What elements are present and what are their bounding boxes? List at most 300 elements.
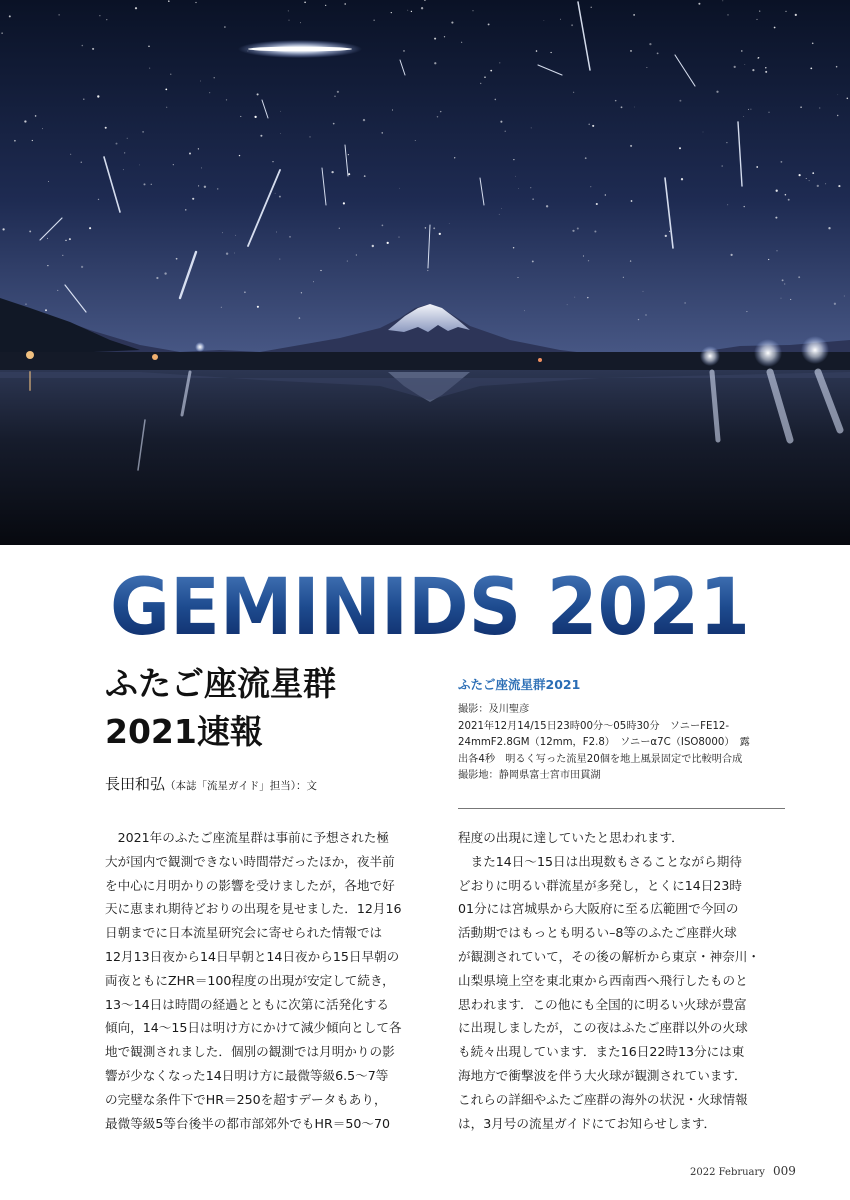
star — [756, 19, 757, 20]
star — [782, 279, 784, 281]
star — [630, 50, 632, 52]
star — [571, 24, 573, 26]
star — [348, 173, 350, 175]
body-column-right — [458, 826, 783, 1135]
star — [513, 247, 514, 248]
star — [592, 125, 594, 127]
star — [343, 202, 345, 204]
star — [427, 270, 428, 271]
star — [374, 20, 375, 21]
star — [828, 227, 830, 229]
star — [768, 112, 769, 113]
star — [382, 132, 383, 133]
star — [444, 36, 445, 37]
star — [768, 259, 769, 260]
star — [484, 76, 486, 78]
star — [630, 260, 631, 261]
body-line: これらの詳細やふたご座群の海外の状況・火球情報 — [458, 1091, 748, 1107]
star — [415, 140, 416, 141]
author-note: （本誌「流星ガイド」担当） — [165, 780, 296, 792]
issue-date: 2022 February — [690, 1167, 765, 1178]
star — [363, 119, 365, 121]
star — [364, 175, 366, 177]
meteor-shower-photo — [0, 0, 850, 545]
body-line: を中心に月明かりの影響を受けましたが，各地で好 — [105, 877, 395, 893]
star — [135, 7, 137, 9]
star — [560, 19, 561, 20]
star — [98, 199, 99, 200]
body-line: 01分には宮城県から大阪府に至る広範囲で今回の — [458, 901, 739, 917]
star — [536, 50, 538, 52]
star — [337, 91, 339, 93]
star — [35, 115, 37, 117]
caption-line: 24mmF2.8GM（12mm，F2.8） ソニーα7C（ISO8000） 露 — [458, 737, 750, 748]
star — [275, 193, 276, 194]
star — [838, 185, 840, 187]
body-line: に出現しましたが，この夜はふたご座群以外の火球 — [458, 1020, 748, 1036]
star — [151, 184, 152, 185]
star — [756, 166, 758, 168]
star — [795, 14, 797, 16]
star — [279, 259, 280, 260]
star — [344, 3, 346, 5]
star — [48, 181, 49, 182]
star — [716, 91, 718, 93]
star — [684, 302, 685, 303]
star — [1, 32, 2, 33]
star — [605, 194, 606, 195]
star — [299, 317, 301, 319]
star — [382, 225, 384, 227]
star — [817, 185, 819, 187]
star — [9, 15, 11, 17]
caption-title: ふたご座流星群2021 — [458, 677, 581, 692]
caption-line: 撮影地：静岡県富士宮市田貫湖 — [458, 770, 601, 781]
star — [325, 5, 326, 6]
star — [214, 77, 215, 78]
star — [372, 245, 374, 247]
body-line: 13〜14日は時間の経過とともに次第に活発化する — [105, 996, 389, 1012]
star — [392, 110, 393, 111]
star — [313, 281, 314, 282]
star — [574, 297, 575, 298]
star — [703, 132, 704, 133]
star — [490, 70, 492, 72]
star — [65, 240, 66, 241]
star — [300, 22, 301, 23]
star — [546, 205, 548, 207]
subtitle-line-2: 2021速報 — [105, 712, 263, 751]
star — [226, 253, 228, 255]
body-line: 山梨県境上空を東北東から西南西へ飛行したものと — [458, 972, 748, 988]
star — [765, 67, 766, 68]
star — [800, 106, 802, 108]
author-byline — [105, 773, 435, 794]
body-line: は，3月号の流星ガイドにてお知らせします． — [458, 1115, 717, 1131]
star — [488, 23, 490, 25]
star — [439, 233, 441, 235]
star — [59, 14, 60, 15]
star — [812, 42, 814, 44]
star — [280, 111, 281, 112]
star — [164, 272, 166, 274]
star — [722, 0, 723, 1]
star — [97, 95, 99, 97]
star — [81, 162, 82, 163]
star — [304, 1, 306, 3]
star — [235, 235, 236, 236]
star — [42, 128, 43, 129]
star — [440, 111, 441, 112]
star — [407, 10, 408, 11]
star — [785, 11, 786, 12]
star — [499, 62, 500, 63]
star — [727, 14, 728, 15]
star — [645, 314, 646, 315]
star — [596, 203, 598, 205]
star — [391, 12, 392, 13]
star — [217, 188, 219, 190]
star — [750, 109, 751, 110]
star — [806, 178, 807, 179]
star — [633, 14, 635, 16]
star — [139, 165, 140, 166]
star — [32, 140, 33, 141]
star — [532, 260, 534, 262]
star — [333, 123, 335, 125]
star — [721, 165, 723, 167]
star — [776, 190, 778, 192]
star — [309, 136, 310, 137]
star — [165, 89, 167, 91]
star — [82, 45, 84, 47]
star — [591, 7, 592, 8]
body-line: どおりに明るい群流星が多発し，とくに14日23時 — [458, 877, 742, 893]
star — [209, 92, 210, 93]
star — [734, 66, 736, 68]
star — [573, 92, 574, 93]
main-title — [105, 560, 755, 640]
star — [200, 81, 201, 82]
star — [844, 296, 845, 297]
star — [339, 228, 340, 229]
star — [69, 238, 71, 240]
star — [825, 183, 826, 184]
star — [170, 74, 171, 75]
star — [577, 227, 579, 229]
star — [774, 27, 776, 29]
author-name: 長田和弘 — [105, 775, 166, 793]
star — [257, 306, 259, 308]
star — [257, 93, 259, 95]
star — [759, 10, 760, 11]
star — [222, 232, 223, 233]
star — [289, 236, 291, 238]
star — [425, 227, 426, 228]
star — [790, 299, 791, 300]
star — [240, 116, 241, 117]
star — [301, 292, 302, 293]
star — [726, 142, 727, 143]
body-line: も続々出現しています．また16日22時13分には東 — [458, 1044, 745, 1060]
star — [638, 319, 639, 320]
star — [244, 291, 246, 293]
body-line: 12月13日夜から14日早朝と14日夜から15日早朝の — [105, 948, 400, 964]
star — [741, 50, 742, 51]
star — [837, 94, 838, 95]
page-footer — [690, 1160, 830, 1179]
star — [567, 305, 568, 306]
star — [57, 290, 58, 291]
star — [634, 107, 635, 108]
star — [198, 148, 199, 149]
star — [421, 7, 423, 9]
star — [334, 95, 336, 97]
star — [731, 254, 733, 256]
star — [254, 116, 256, 118]
star — [434, 38, 436, 40]
body-line: 思われます．この他にも全国的に明るい火球が豊富 — [458, 996, 747, 1012]
star — [657, 52, 659, 54]
star — [127, 138, 128, 139]
star — [665, 235, 667, 237]
star — [621, 106, 623, 108]
star — [812, 172, 814, 174]
star — [83, 99, 84, 100]
star — [834, 303, 836, 305]
body-line: 活動期ではもっとも明るい–8等のふたご座群火球 — [458, 925, 737, 941]
star — [403, 50, 405, 52]
star — [272, 161, 273, 162]
star — [276, 232, 277, 233]
star — [781, 298, 782, 299]
star — [583, 256, 584, 257]
star — [192, 198, 194, 200]
star — [643, 291, 644, 292]
star — [748, 109, 749, 110]
page-number: 009 — [772, 1164, 796, 1178]
star — [25, 304, 26, 305]
star — [143, 183, 145, 185]
body-line: 日朝までに日本流星研究会に寄せられた情報では — [105, 925, 383, 941]
star — [744, 64, 745, 65]
meteor-shower-over-mount-fuji-photo — [0, 0, 850, 545]
star — [847, 98, 849, 100]
body-line: の完璧な条件下でHR＝250を超すデータもあり， — [105, 1091, 387, 1107]
star — [176, 258, 178, 260]
star — [623, 277, 624, 278]
body-column-left — [105, 826, 430, 1135]
star — [234, 253, 235, 254]
star — [776, 250, 777, 251]
star — [434, 62, 436, 64]
subtitle-line-1: ふたご座流星群 — [105, 664, 336, 703]
star — [630, 145, 632, 147]
star — [156, 277, 158, 279]
star — [437, 116, 438, 117]
star — [669, 231, 670, 232]
caption-line: 出各4秒 明るく写った流星20個を地上風景固定で比較明合成 — [458, 753, 743, 765]
star — [784, 283, 785, 284]
star — [288, 10, 289, 11]
star — [221, 307, 222, 308]
star — [480, 83, 481, 84]
star — [226, 99, 227, 100]
star — [472, 10, 473, 11]
star — [744, 206, 745, 207]
star — [499, 214, 500, 215]
star — [588, 260, 589, 261]
star — [531, 127, 532, 128]
article-subtitle — [105, 660, 435, 756]
star — [81, 266, 83, 268]
star — [743, 116, 744, 117]
star — [532, 198, 533, 199]
star — [530, 187, 531, 188]
body-line: 海地方で衝撃波を伴う大火球が観測されています． — [458, 1067, 747, 1083]
star — [698, 3, 700, 5]
star — [89, 227, 91, 229]
star — [775, 217, 777, 219]
star — [280, 133, 281, 134]
star — [679, 147, 681, 149]
star — [105, 127, 107, 129]
star — [799, 174, 801, 176]
star — [505, 131, 506, 132]
body-line: 2021年のふたご座流星群は事前に予想された極 — [105, 830, 389, 845]
star — [347, 261, 348, 262]
star — [544, 20, 545, 21]
star — [518, 188, 519, 189]
star — [500, 121, 502, 123]
star — [189, 152, 191, 154]
star — [2, 228, 4, 230]
caption-divider — [458, 808, 785, 809]
star — [518, 277, 519, 278]
star — [433, 227, 435, 229]
star — [24, 120, 26, 122]
photo-caption — [458, 675, 788, 785]
star — [681, 178, 683, 180]
star — [173, 164, 174, 165]
star — [45, 309, 47, 311]
star — [585, 157, 587, 159]
star — [810, 68, 812, 70]
body-line: 大が国内で観測できない時間帯だったほか，夜半前 — [105, 853, 395, 869]
star — [387, 242, 389, 244]
star — [198, 185, 199, 186]
star — [279, 196, 281, 198]
star — [99, 15, 100, 16]
star — [587, 297, 588, 298]
star — [62, 255, 63, 256]
star — [449, 223, 450, 224]
star — [224, 26, 226, 28]
star — [29, 230, 31, 232]
star — [788, 199, 790, 201]
body-line: 地で観測されました．個別の観測では月明かりの影 — [105, 1044, 395, 1060]
star — [594, 230, 596, 232]
star — [106, 19, 107, 20]
star — [185, 209, 186, 210]
star — [320, 270, 321, 271]
star — [746, 311, 747, 312]
star — [590, 186, 591, 187]
star — [631, 200, 633, 202]
star — [260, 135, 262, 137]
star — [495, 99, 497, 101]
star — [47, 238, 48, 239]
star — [148, 46, 150, 48]
star — [123, 169, 124, 170]
star — [513, 159, 514, 160]
star — [399, 188, 400, 189]
star — [195, 2, 196, 3]
star — [758, 57, 759, 58]
star — [331, 171, 333, 173]
star — [819, 108, 820, 109]
star — [752, 69, 754, 71]
star — [798, 276, 800, 278]
star — [201, 167, 202, 168]
star — [679, 100, 681, 102]
star — [837, 115, 838, 116]
star — [168, 0, 170, 2]
star — [348, 154, 349, 155]
star — [356, 254, 357, 255]
star — [204, 186, 206, 188]
star — [142, 131, 144, 133]
star — [727, 204, 728, 205]
star — [47, 265, 48, 266]
star — [116, 143, 118, 145]
star — [524, 310, 525, 311]
body-line: 程度の出現に達していたと思われます． — [458, 830, 684, 845]
star — [461, 42, 462, 43]
caption-line: 撮影：及川聖彦 — [458, 704, 530, 715]
star — [785, 194, 787, 196]
star — [588, 124, 590, 126]
star — [572, 230, 574, 232]
star — [149, 68, 150, 69]
caption-line: 2021年12月14/15日23時00分〜05時30分 ソニーFE12- — [458, 720, 730, 732]
body-line: 最微等級5等台後半の都市部郊外でもHR＝50〜70 — [105, 1115, 390, 1131]
star — [288, 20, 289, 21]
star — [515, 176, 516, 177]
body-line: が観測されていて，その後の解析から東京・神奈川・ — [458, 948, 760, 964]
star — [454, 157, 455, 158]
author-suffix: ：文 — [295, 780, 317, 792]
body-line: 天に恵まれ期待どおりの出現を見せました．12月16 — [105, 901, 402, 917]
star — [411, 11, 412, 12]
body-line: 両夜ともにZHR＝100程度の出現が安定して続き， — [105, 972, 395, 988]
star — [780, 161, 782, 163]
star — [124, 152, 125, 153]
star — [809, 180, 810, 181]
star — [551, 52, 552, 53]
star — [14, 140, 16, 142]
star — [398, 237, 399, 238]
star — [501, 208, 502, 209]
star — [451, 22, 453, 24]
star — [646, 67, 647, 68]
body-line: 響が少なくなった14日明け方に最微等級6.5〜7等 — [105, 1067, 389, 1083]
star — [615, 100, 617, 102]
body-line: また14日〜15日は出現数もさることながら期待 — [458, 853, 742, 869]
star — [765, 71, 767, 73]
star — [92, 48, 94, 50]
star — [239, 155, 240, 156]
